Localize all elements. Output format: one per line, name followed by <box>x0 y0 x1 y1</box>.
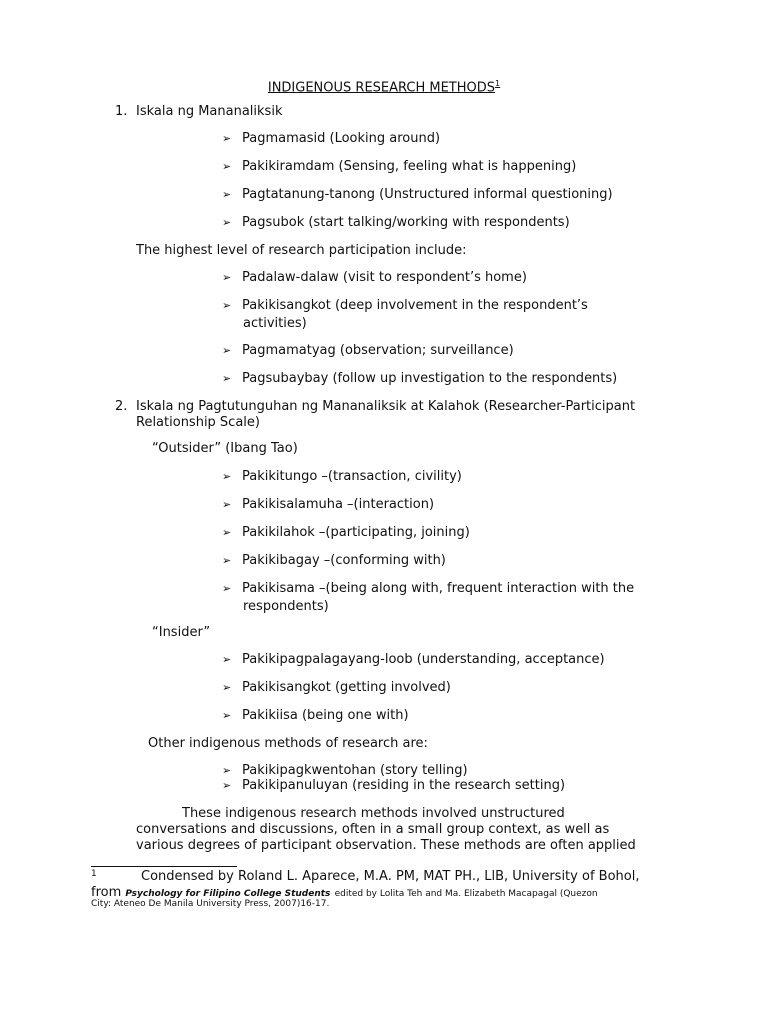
section1-number: 1. <box>115 104 128 119</box>
page-title: INDIGENOUS RESEARCH METHODS$^1$ <box>267 79 501 96</box>
arrow-bullet-icon: ➢ <box>222 764 232 777</box>
arrow-bullet-icon: ➢ <box>222 653 232 666</box>
list-item: ➢ Pagsubok (start talking/working with respondents) <box>222 215 570 230</box>
footnote-line2: from Psychology for Filipino College Students edited by Lolita Teh and Ma. Elizabeth Macapagal (Quezon <box>91 885 598 900</box>
list-item: ➢ Pakikitungo –(transaction, civility) <box>222 469 462 484</box>
arrow-bullet-icon: ➢ <box>222 299 232 312</box>
list-item: ➢ Pakikiisa (being one with) <box>222 708 409 723</box>
arrow-bullet-icon: ➢ <box>222 216 232 229</box>
list-item: ➢ Pagmamatyag (observation; surveillance) <box>222 343 514 358</box>
arrow-bullet-icon: ➢ <box>222 582 232 595</box>
section2-number: 2. <box>115 399 128 414</box>
footnote-line1: Condensed by Roland L. Aparece, M.A. PM, MAT PH., LlB, University of Bohol, <box>141 869 640 884</box>
title-footnote-mark: 1 <box>495 79 501 88</box>
footnote-mark: 1 <box>91 869 97 879</box>
arrow-bullet-icon: ➢ <box>222 681 232 694</box>
closing-paragraph-line3: various degrees of participant observation. These methods are often applied <box>136 838 636 853</box>
insider-label: “Insider” <box>152 625 211 640</box>
list-item: ➢ Padalaw-dalaw (visit to respondent’s home) <box>222 270 527 285</box>
list-item: ➢ Pagsubaybay (follow up investigation to the respondents) <box>222 371 618 386</box>
arrow-bullet-icon: ➢ <box>222 470 232 483</box>
list-item: ➢ Pakikisalamuha –(interaction) <box>222 497 435 512</box>
list-item: ➢ Pakikisama –(being along with, frequent interaction with the <box>222 581 635 596</box>
list-item-continuation: respondents) <box>243 599 329 614</box>
other-methods-label: Other indigenous methods of research are: <box>148 736 428 751</box>
list-item: ➢ Pakikipagkwentohan (story telling) <box>222 763 468 778</box>
list-item: ➢ Pakikipagpalagayang-loob (understanding, acceptance) <box>222 652 605 667</box>
closing-paragraph-line1: These indigenous research methods involved unstructured <box>182 806 565 821</box>
list-item: ➢ Pakikisangkot (deep involvement in the respondent’s <box>222 298 588 313</box>
arrow-bullet-icon: ➢ <box>222 779 232 792</box>
arrow-bullet-icon: ➢ <box>222 372 232 385</box>
arrow-bullet-icon: ➢ <box>222 188 232 201</box>
arrow-bullet-icon: ➢ <box>222 526 232 539</box>
arrow-bullet-icon: ➢ <box>222 271 232 284</box>
arrow-bullet-icon: ➢ <box>222 132 232 145</box>
list-item: ➢ Pagmamasid (Looking around) <box>222 131 441 146</box>
list-item: ➢ Pakikipanuluyan (residing in the research setting) <box>222 778 566 793</box>
footnote-separator <box>91 866 237 867</box>
outsider-label: “Outsider” (Ibang Tao) <box>152 441 298 456</box>
list-item: ➢ Pakikilahok –(participating, joining) <box>222 525 470 540</box>
footnote-line3: City: Ateneo De Manila University Press, 2007)16-17. <box>91 899 330 909</box>
list-item-continuation: activities) <box>243 316 307 331</box>
footnote-book-title: Psychology for Filipino College Students <box>125 889 331 899</box>
arrow-bullet-icon: ➢ <box>222 554 232 567</box>
closing-paragraph-line2: conversations and discussions, often in a small group context, as well as <box>136 822 610 837</box>
list-item: ➢ Pakikibagay –(conforming with) <box>222 553 446 568</box>
section1-heading: Iskala ng Mananaliksik <box>136 104 283 119</box>
section2-heading-line2: Relationship Scale) <box>136 415 260 430</box>
section1-subheading: The highest level of research participation include: <box>136 243 467 258</box>
arrow-bullet-icon: ➢ <box>222 498 232 511</box>
arrow-bullet-icon: ➢ <box>222 344 232 357</box>
arrow-bullet-icon: ➢ <box>222 160 232 173</box>
arrow-bullet-icon: ➢ <box>222 709 232 722</box>
list-item: ➢ Pagtatanung-tanong (Unstructured informal questioning) <box>222 187 613 202</box>
section2-heading-line1: Iskala ng Pagtutunguhan ng Mananaliksik at Kalahok (Researcher-Participant <box>136 399 636 414</box>
list-item: ➢ Pakikiramdam (Sensing, feeling what is happening) <box>222 159 577 174</box>
list-item: ➢ Pakikisangkot (getting involved) <box>222 680 451 695</box>
